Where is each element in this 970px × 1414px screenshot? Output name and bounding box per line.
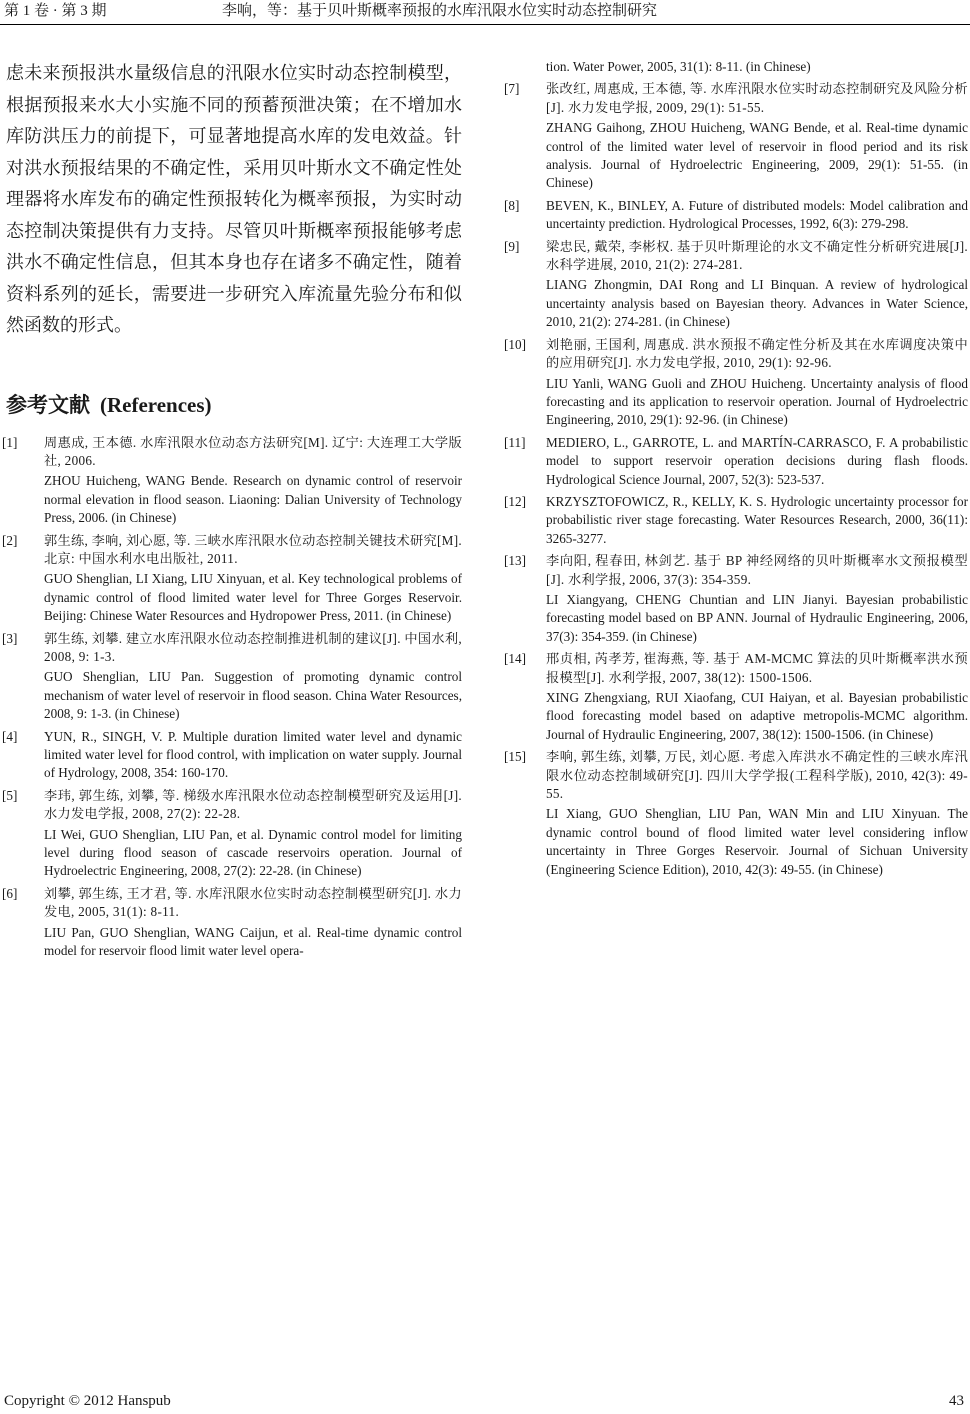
reference-en: ZHOU Huicheng, WANG Bende. Research on dynamic control of reservoir normal elevation in flood season. Liaoning: Dalian University of Technology Press, 2006. (in Chinese) xyxy=(44,473,462,526)
reference-item xyxy=(2,434,462,528)
reference-number: [10] xyxy=(504,336,526,352)
reference-en: LIANG Zhongmin, DAI Rong and LI Binquan. A review of hydrological uncertainty analysis based on Bayesian theory. Advances in Water Science, 2010, 21(2): 274-281. (in Chinese) xyxy=(546,277,968,330)
reference-zh: 周惠成, 王本德. 水库汛限水位动态方法研究[M]. 辽宁: 大连理工大学版社, 2006. xyxy=(44,434,462,468)
reference-number: [8] xyxy=(504,197,520,213)
reference-en: BEVEN, K., BINLEY, A. Future of distributed models: Model calibration and uncertainty prediction. Hydrological Processes, 1992, 6(3): 279-298. xyxy=(546,197,968,232)
reference-item xyxy=(504,434,968,489)
reference-en: LI Xiangyang, CHENG Chuntian and LIN Jianyi. Bayesian probabilistic forecasting model based on BP ANN. Journal of Hydraulic Engineering, 2006, 37(3): 354-359. (in Chinese) xyxy=(546,591,968,644)
reference-zh: 李响, 郭生练, 刘攀, 万民, 刘心愿. 考虑入库洪水不确定性的三峡水库汛限水位动态控制域研究[J]. 四川大学学报(工程科学版), 2010, 42(3): 49-55. xyxy=(546,749,968,802)
reference-zh: 张改红, 周惠成, 王本德, 等. 水库汛限水位实时动态控制研究及风险分析[J]. 水力发电学报, 2009, 29(1): 51-55. xyxy=(546,81,968,115)
reference-en: XING Zhengxiang, RUI Xiaofang, CUI Haiyan, et al. Bayesian probabilistic flood forecasting model based on adaptive metropolis-MCMC algorithm. Journal of Hydraulic Engineering, 2007, 38(12): 1500-1506. (in Chinese) xyxy=(546,690,968,742)
conclusion-paragraph: 虑未来预报洪水量级信息的汛限水位实时动态控制模型，根据预报来水大小实施不同的预蓄预泄决策；在不增加水库防洪压力的前提下，可显著地提高水库的发电效益。针对洪水预报结果的不确定性，采用贝叶斯水文不确定性处理器将水库发布的确定性预报转化为概率预报，为实时动态控制决策提供有力支持。尽管贝叶斯概率预报能够考虑洪水不确定性信息，但其本身也存在诸多不确定性，随着资料系列的延长，需要进一步研究入库流量先验分布和似然函数的形式。 xyxy=(6,63,462,335)
reference-list-left xyxy=(2,434,462,961)
reference-number: [1] xyxy=(2,434,18,450)
running-title: 李响，等：基于贝叶斯概率预报的水库汛限水位实时动态控制研究 xyxy=(222,3,658,19)
reference-item xyxy=(2,885,462,961)
volume-issue: 第 1 卷 · 第 3 期 xyxy=(4,3,107,19)
reference-zh: 刘攀, 郭生练, 王才君, 等. 水库汛限水位实时动态控制模型研究[J]. 水力发电, 2005, 31(1): 8-11. xyxy=(44,885,462,920)
reference-en: YUN, R., SINGH, V. P. Multiple duration limited water level and dynamic limited water level for flood control, with implication on water supply. Journal of Hydrology, 2008, 354: 160-170. xyxy=(44,728,462,781)
reference-en: LIU Yanli, WANG Guoli and ZHOU Huicheng. Uncertainty analysis of flood forecasting and its application to reservoir operation. Journal of Hydroelectric Engineering, 2010, 29(1): 92-96. (in Chinese) xyxy=(546,375,968,428)
references-heading xyxy=(6,390,462,420)
reference-number: [7] xyxy=(504,81,520,97)
reference-number: [5] xyxy=(2,787,18,803)
reference-number: [4] xyxy=(2,728,18,744)
running-header xyxy=(0,0,970,25)
reference-item xyxy=(504,197,968,234)
reference-item xyxy=(504,748,968,879)
page-number: 43 xyxy=(949,1393,964,1409)
reference-item xyxy=(2,532,462,626)
reference-number: [12] xyxy=(504,493,526,509)
reference-zh: 梁忠民, 戴荣, 李彬权. 基于贝叶斯理论的水文不确定性分析研究进展[J]. 水科学进展, 2010, 21(2): 274-281. xyxy=(546,238,968,273)
reference-en: GUO Shenglian, LI Xiang, LIU Xinyuan, et al. Key technological problems of dynamic control of flood limited water level for Three Gorges Reservoir. Beijing: Chinese Water Resources and Hydropower Press, 2011. (in Chinese) xyxy=(44,571,462,624)
reference-item xyxy=(504,650,968,744)
reference-item xyxy=(504,80,968,192)
references-heading-zh: 参考文献 xyxy=(6,392,90,417)
left-column xyxy=(2,58,462,964)
reference-item xyxy=(504,238,968,332)
reference-item xyxy=(504,552,968,646)
reference-number: [14] xyxy=(504,651,526,667)
reference-en: ZHANG Gaihong, ZHOU Huicheng, WANG Bende, et al. Real-time dynamic control of the limited water level of reservoir in flood period and its risk analysis. Journal of Hydroelectric Engineering, 2009, 29(1): 51-55. (in Chinese) xyxy=(546,120,968,191)
reference-item xyxy=(504,336,968,430)
reference-number: [3] xyxy=(2,630,18,646)
copyright-notice: Copyright © 2012 Hanspub xyxy=(4,1393,171,1409)
reference-item xyxy=(2,630,462,724)
reference-en: MEDIERO, L., GARROTE, L. and MARTÍN-CARRASCO, F. A probabilistic model to support reservoir operation decisions during flash floods. Hydrological Science Journal, 2007, 52(3): 523-537. xyxy=(546,434,968,487)
reference-en: GUO Shenglian, LIU Pan. Suggestion of promoting dynamic control mechanism of water level of reservoir in flood season. China Water Resources, 2008, 9: 1-3. (in Chinese) xyxy=(44,669,462,722)
reference-zh: 邢贞相, 芮孝芳, 崔海燕, 等. 基于 AM-MCMC 算法的贝叶斯概率洪水预报模型[J]. 水利学报, 2007, 38(12): 1500-1506. xyxy=(546,651,968,685)
reference-zh: 郭生练, 刘攀. 建立水库汛限水位动态控制推进机制的建议[J]. 中国水利, 2008, 9: 1-3. xyxy=(44,630,462,664)
reference-en: KRZYSZTOFOWICZ, R., KELLY, K. S. Hydrologic uncertainty processor for probabilistic river stage forecasting. Water Resources Research, 2000, 36(11): 3265-3277. xyxy=(546,493,968,546)
right-column xyxy=(504,58,968,883)
reference-number: [9] xyxy=(504,238,520,254)
reference-number: [13] xyxy=(504,553,526,569)
reference-item xyxy=(504,493,968,548)
reference-list-right xyxy=(504,80,968,879)
reference-en: LI Wei, GUO Shenglian, LIU Pan, et al. Dynamic control model for limiting level during flood season of cascade reservoirs operation. Journal of Hydroelectric Engineering, 2008, 27(2): 22-28. (in Chinese) xyxy=(44,826,462,879)
page-footer xyxy=(0,1391,970,1413)
reference-number: [11] xyxy=(504,434,526,450)
reference-zh: 李玮, 郭生练, 刘攀, 等. 梯级水库汛限水位动态控制模型研究及运用[J]. 水力发电学报, 2008, 27(2): 22-28. xyxy=(44,787,462,822)
reference-en: LIU Pan, GUO Shenglian, WANG Caijun, et al. Real-time dynamic control model for reservoir flood limit water level opera- xyxy=(44,924,462,959)
reference-zh: 刘艳丽, 王国利, 周惠成. 洪水预报不确定性分析及其在水库调度决策中的应用研究[J]. 水力发电学报, 2010, 29(1): 92-96. xyxy=(546,336,968,371)
reference-zh: 郭生练, 李响, 刘心愿, 等. 三峡水库汛限水位动态控制关键技术研究[M]. 北京: 中国水利水电出版社, 2011. xyxy=(44,532,462,566)
reference-item xyxy=(2,787,462,881)
reference-number: [15] xyxy=(504,749,526,765)
reference-number: [6] xyxy=(2,885,18,901)
reference-number: [2] xyxy=(2,532,18,548)
reference-zh: 李向阳, 程春田, 林剑艺. 基于 BP 神经网络的贝叶斯概率水文预报模型[J]. 水利学报, 2006, 37(3): 354-359. xyxy=(546,553,968,587)
reference-en: LI Xiang, GUO Shenglian, LIU Pan, WAN Min and LIU Xinyuan. The dynamic control bound of flood limited water level considering inflow uncertainty in Three Gorges Reservoir. Journal of Sichuan University (Engineering Science Edition), 2010, 42(3): 49-55. (in Chinese) xyxy=(546,806,968,877)
reference-item xyxy=(2,728,462,783)
reference-continuation: tion. Water Power, 2005, 31(1): 8-11. (in Chinese) xyxy=(546,59,811,74)
references-heading-en: (References) xyxy=(100,392,212,417)
